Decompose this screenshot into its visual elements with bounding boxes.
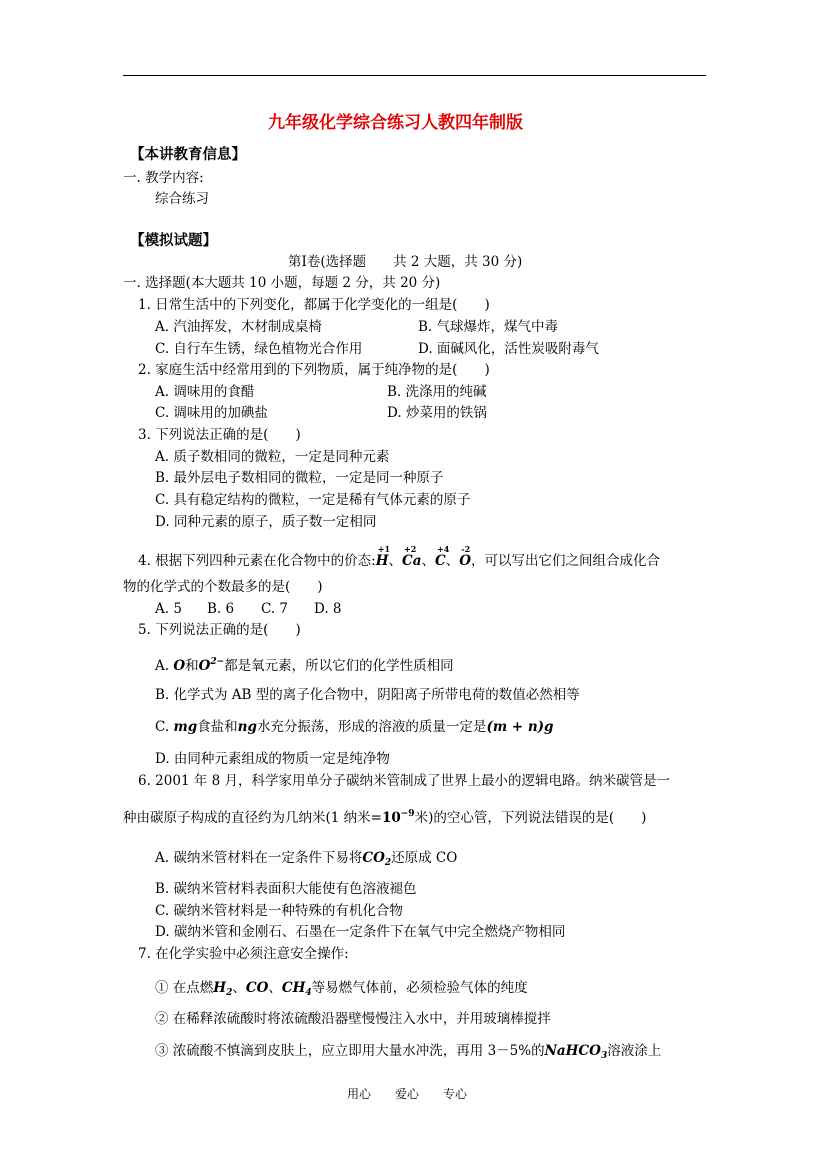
q2-option-c: C. 调味用的加碘盐 xyxy=(155,405,268,421)
page-title: 九年级化学综合练习人教四年制版 xyxy=(268,113,523,133)
valence-o: -2 O xyxy=(459,544,472,569)
q3-option-a: A. 质子数相同的微粒，一定是同种元素 xyxy=(155,449,390,465)
part1-header: 一. 选择题(本大题共 10 小题，每题 2 分，共 20 分) xyxy=(123,275,441,291)
q6-stem-line1: 6. 2001 年 8 月，科学家用单分子碳纳米管制成了世界上最小的逻辑电路。纳米碳管是一 xyxy=(138,773,670,789)
volume-header: 第Ⅰ卷(选择题 共 2 大题，共 30 分) xyxy=(288,254,523,270)
q3-stem: 3. 下列说法正确的是( ) xyxy=(138,427,301,443)
q1-option-b: B. 气球爆炸，煤气中毒 xyxy=(418,319,559,335)
q7-item-3: ③ 浓硫酸不慎滴到皮肤上，应立即用大量水冲洗，再用 3－5%的NaHCO$_3$溶液涂上 xyxy=(155,1043,662,1061)
valence-ca: +2 Ca xyxy=(402,544,422,569)
section-heading-exam: 【模拟试题】 xyxy=(130,232,217,249)
q3-option-b: B. 最外层电子数相同的微粒，一定是同一种原子 xyxy=(155,470,444,486)
q6-option-b: B. 碳纳米管材料表面积大能使有色溶液褪色 xyxy=(155,881,417,897)
q7-item-1: ① 在点燃$H_2$、CO、$CH_4$等易燃气体前，必须检验气体的纯度 xyxy=(155,980,528,998)
q4-stem-pre: 4. 根据下列四种元素在化合物中的价态: xyxy=(138,553,376,569)
q4-stem-post: ，可以写出它们之间组合成化合 xyxy=(471,553,661,569)
header-rule xyxy=(123,75,706,76)
q1-stem: 1. 日常生活中的下列变化，都属于化学变化的一组是( ) xyxy=(138,297,490,313)
q2-option-d: D. 炒菜用的铁锅 xyxy=(387,405,487,421)
q5-option-c: C. mg食盐和ng水充分振荡，形成的溶液的质量一定是(m + n)g xyxy=(155,719,554,735)
q4-stem-line2: 物的化学式的个数最多的是( ) xyxy=(123,579,323,595)
section-heading-info: 【本讲教育信息】 xyxy=(130,146,246,163)
q1-option-d: D. 面碱风化，活性炭吸附毒气 xyxy=(418,341,599,357)
q5-option-b: B. 化学式为 AB 型的离子化合物中，阴阳离子所带电荷的数值必然相等 xyxy=(155,687,580,703)
q7-stem: 7. 在化学实验中必须注意安全操作: xyxy=(138,946,349,962)
q2-stem: 2. 家庭生活中经常用到的下列物质，属于纯净物的是( ) xyxy=(138,362,490,378)
q7-item-2: ② 在稀释浓硫酸时将浓硫酸沿器壁慢慢注入水中，并用玻璃棒搅拌 xyxy=(155,1011,551,1027)
q6-option-d: D. 碳纳米管和金刚石、石墨在一定条件下在氧气中完全燃烧产物相同 xyxy=(155,924,566,940)
teaching-content-label: 一. 教学内容: xyxy=(123,170,204,186)
q6-option-a: A. 碳纳米管材料在一定条件下易将$CO_2$还原成 CO xyxy=(155,850,458,868)
q6-stem-line2: 种由碳原子构成的直径约为几纳米(1 纳米$=10^{-9}$米)的空心管，下列说法错误的是( ) xyxy=(123,809,647,826)
q5-stem: 5. 下列说法正确的是( ) xyxy=(138,622,301,638)
sep: 、 xyxy=(388,553,402,569)
sep: 、 xyxy=(445,553,460,569)
q5-option-a: A. O和$O^{2-}$都是氧元素，所以它们的化学性质相同 xyxy=(155,657,454,674)
teaching-content: 综合练习 xyxy=(155,191,209,207)
q4-option-c: C. 7 xyxy=(261,601,289,617)
q1-option-a: A. 汽油挥发，木材制成桌椅 xyxy=(155,319,322,335)
page-footer: 用心 爱心 专心 xyxy=(347,1087,468,1101)
q2-option-b: B. 洗涤用的纯碱 xyxy=(387,384,487,400)
q4-option-d: D. 8 xyxy=(314,601,342,617)
q4-option-b: B. 6 xyxy=(207,601,235,617)
q4-option-a: A. 5 xyxy=(155,601,182,617)
q5-option-d: D. 由同种元素组成的物质一定是纯净物 xyxy=(155,751,390,767)
q6-option-c: C. 碳纳米管材料是一种特殊的有机化合物 xyxy=(155,903,403,919)
q1-option-c: C. 自行车生锈，绿色植物光合作用 xyxy=(155,341,363,357)
q3-option-d: D. 同种元素的原子，质子数一定相同 xyxy=(155,514,377,530)
valence-c: +4 C xyxy=(435,544,450,569)
q4-stem xyxy=(138,544,661,569)
q3-option-c: C. 具有稳定结构的微粒，一定是稀有气体元素的原子 xyxy=(155,492,471,508)
valence-h: +1 H xyxy=(375,544,391,569)
sep: 、 xyxy=(421,553,435,569)
q2-option-a: A. 调味用的食醋 xyxy=(155,384,255,400)
